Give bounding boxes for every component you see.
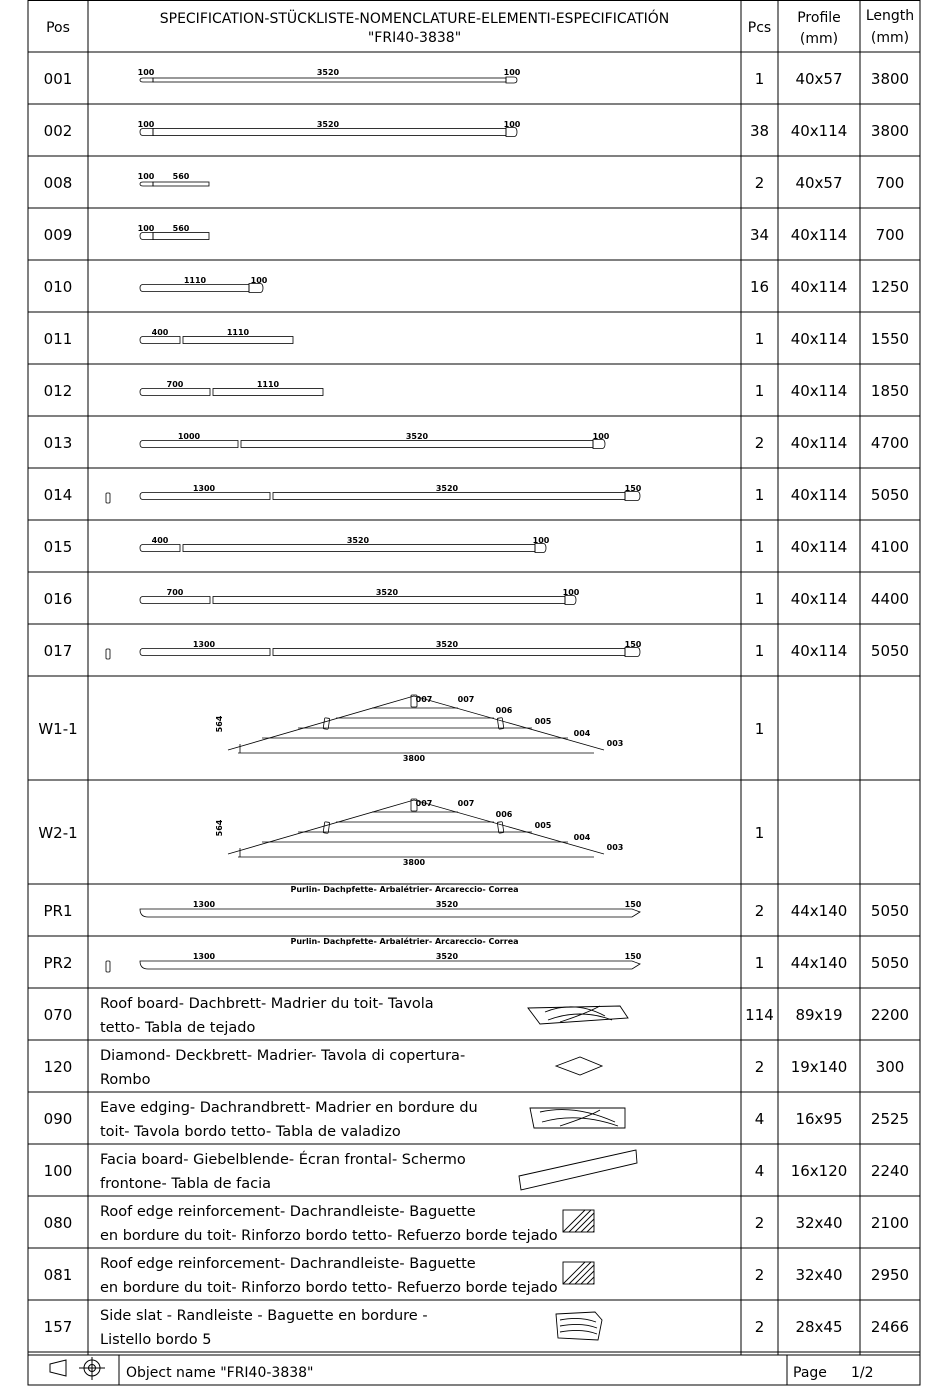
row-pcs: 2 — [754, 174, 765, 192]
row-pos: 090 — [43, 1110, 73, 1128]
row-pos: 010 — [43, 278, 73, 296]
gable-part-label: 006 — [495, 706, 513, 715]
row-profile: 89x19 — [795, 1006, 843, 1024]
table-row — [28, 276, 920, 312]
dimension-label: 700 — [166, 588, 184, 597]
row-profile: 44x140 — [790, 954, 848, 972]
row-length: 4100 — [870, 538, 910, 556]
dimension-label: 700 — [166, 380, 184, 389]
gable-part-label: 003 — [606, 739, 624, 748]
gable-height-label: 564 — [215, 819, 224, 837]
gable-part-label: 004 — [573, 833, 591, 842]
row-description-cont: Listello bordo 5 — [100, 1332, 212, 1348]
profile-section-icon — [519, 1150, 637, 1190]
row-pos: 011 — [43, 330, 73, 348]
row-description: Roof edge reinforcement- Dachrandleiste- Baguette — [100, 1256, 476, 1272]
row-length: 1850 — [870, 382, 910, 400]
row-pos: W2-1 — [38, 824, 78, 842]
row-length: 700 — [875, 226, 905, 244]
dimension-label: 3520 — [435, 484, 459, 493]
dimension-label: 100 — [137, 224, 155, 233]
row-length: 4400 — [870, 590, 910, 608]
projection-symbol-icon — [50, 1357, 105, 1380]
dimension-label: 100 — [592, 432, 610, 441]
profile-section-icon — [556, 1057, 602, 1075]
row-length: 5050 — [870, 902, 910, 920]
table-row — [28, 328, 920, 364]
table-row — [28, 172, 920, 208]
row-pcs: 1 — [754, 642, 765, 660]
row-profile: 16x95 — [795, 1110, 843, 1128]
table-row — [28, 432, 920, 468]
header-pcs: Pcs — [747, 20, 772, 36]
gable-width-label: 3800 — [402, 858, 426, 867]
part-drawing — [106, 640, 642, 659]
dimension-label: 150 — [624, 952, 642, 961]
row-pos: 080 — [43, 1214, 73, 1232]
dimension-label: 3520 — [316, 120, 340, 129]
row-profile: 40x114 — [790, 278, 848, 296]
part-drawing — [140, 276, 268, 293]
row-pcs: 1 — [754, 382, 765, 400]
table-row — [28, 588, 920, 624]
dimension-label: 100 — [503, 120, 521, 129]
row-length: 5050 — [870, 954, 910, 972]
dimension-label: 100 — [137, 172, 155, 181]
header-title: SPECIFICATION-STÜCKLISTE-NOMENCLATURE-ELEMENTI-ESPECIFICATIÓN — [159, 11, 670, 27]
row-description: Side slat - Randleiste - Baguette en bordure - — [100, 1308, 428, 1324]
row-profile: 40x114 — [790, 226, 848, 244]
dimension-label: 1300 — [192, 640, 216, 649]
dimension-label: 3520 — [435, 952, 459, 961]
row-profile: 28x45 — [795, 1318, 843, 1336]
row-description: Roof edge reinforcement- Dachrandleiste- Baguette — [100, 1204, 476, 1220]
gable-part-label: 004 — [573, 729, 591, 738]
dimension-label: 1110 — [183, 276, 207, 285]
row-profile: 40x114 — [790, 434, 848, 452]
table-row — [28, 1256, 920, 1300]
profile-section-icon — [563, 1210, 594, 1232]
row-description-cont: en bordure du toit- Rinforzo bordo tetto- Refuerzo borde tejado — [100, 1228, 558, 1244]
row-pos: 081 — [43, 1266, 73, 1284]
page-label: Page — [793, 1365, 827, 1381]
row-length: 700 — [875, 174, 905, 192]
row-length: 2525 — [870, 1110, 910, 1128]
row-pos: 100 — [43, 1162, 73, 1180]
dimension-label: 3520 — [405, 432, 429, 441]
dimension-label: 560 — [172, 172, 190, 181]
dimension-label: 1000 — [177, 432, 201, 441]
row-pos: PR2 — [43, 954, 73, 972]
row-pos: 070 — [43, 1006, 73, 1024]
row-pcs: 2 — [754, 434, 765, 452]
row-profile: 32x40 — [795, 1214, 843, 1232]
gable-part-label: 007 — [457, 695, 475, 704]
table-row — [28, 68, 920, 104]
row-description-cont: tetto- Tabla de tejado — [100, 1020, 256, 1036]
row-pcs: 1 — [754, 824, 765, 842]
row-pos: 015 — [43, 538, 73, 556]
row-description: Facia board- Giebelblende- Écran frontal- Schermo — [100, 1152, 466, 1168]
header-subtitle: "FRI40-3838" — [367, 30, 462, 46]
purlin-caption: Purlin- Dachpfette- Arbalétrier- Arcareccio- Correa — [290, 937, 519, 946]
row-pos: 008 — [43, 174, 73, 192]
row-profile: 40x57 — [795, 70, 843, 88]
row-profile: 32x40 — [795, 1266, 843, 1284]
part-drawing — [140, 536, 550, 553]
gable-part-label: 007 — [457, 799, 475, 808]
gable-part-label: 006 — [495, 810, 513, 819]
part-drawing — [138, 68, 521, 83]
part-drawing — [215, 799, 623, 867]
row-profile: 40x114 — [790, 590, 848, 608]
table-row — [28, 884, 920, 936]
row-pos: 120 — [43, 1058, 73, 1076]
page-number: 1/2 — [851, 1365, 874, 1381]
part-drawing — [140, 432, 610, 449]
footer-bar — [28, 1355, 920, 1385]
table-row — [28, 1204, 920, 1248]
part-drawing — [140, 380, 323, 396]
row-length: 1250 — [870, 278, 910, 296]
row-description-cont: frontone- Tabla de facia — [100, 1176, 271, 1192]
row-pcs: 114 — [745, 1006, 774, 1024]
dimension-label: 100 — [137, 68, 155, 77]
table-row — [28, 640, 920, 676]
table-row — [28, 1048, 920, 1092]
row-pos: 002 — [43, 122, 73, 140]
row-description-cont: toit- Tavola bordo tetto- Tabla de valadizo — [100, 1124, 401, 1140]
dimension-label: 100 — [562, 588, 580, 597]
header-pos: Pos — [46, 20, 70, 36]
purlin-caption: Purlin- Dachpfette- Arbalétrier- Arcareccio- Correa — [290, 885, 519, 894]
dimension-label: 1110 — [226, 328, 250, 337]
dimension-label: 400 — [151, 328, 169, 337]
row-description: Roof board- Dachbrett- Madrier du toit- Tavola — [100, 996, 434, 1012]
table-row — [28, 799, 920, 884]
row-pos: W1-1 — [38, 720, 78, 738]
table-row — [28, 1308, 920, 1352]
row-length: 2240 — [870, 1162, 910, 1180]
row-pcs: 2 — [754, 1058, 765, 1076]
row-pos: 001 — [43, 70, 73, 88]
profile-section-icon — [530, 1108, 625, 1128]
row-profile: 40x114 — [790, 330, 848, 348]
gable-part-label: 007 — [415, 695, 433, 704]
row-profile: 40x114 — [790, 486, 848, 504]
dimension-label: 100 — [137, 120, 155, 129]
header-profile: Profile — [797, 10, 841, 26]
row-length: 2950 — [870, 1266, 910, 1284]
row-profile: 40x114 — [790, 642, 848, 660]
object-name: Object name "FRI40-3838" — [126, 1365, 314, 1381]
row-pos: 014 — [43, 486, 73, 504]
table-row — [28, 380, 920, 416]
gable-part-label: 003 — [606, 843, 624, 852]
part-drawing — [138, 172, 209, 186]
dimension-label: 150 — [624, 900, 642, 909]
row-pcs: 1 — [754, 330, 765, 348]
row-description: Eave edging- Dachrandbrett- Madrier en bordure du — [100, 1100, 478, 1116]
row-profile: 44x140 — [790, 902, 848, 920]
row-pcs: 2 — [754, 1214, 765, 1232]
dimension-label: 3520 — [435, 640, 459, 649]
row-pcs: 1 — [754, 954, 765, 972]
part-drawing — [140, 588, 580, 605]
row-description-cont: en bordure du toit- Rinforzo bordo tetto- Refuerzo borde tejado — [100, 1280, 558, 1296]
row-description-cont: Rombo — [100, 1072, 151, 1088]
row-profile: 40x114 — [790, 538, 848, 556]
table-row — [28, 1100, 920, 1144]
gable-part-label: 007 — [415, 799, 433, 808]
dimension-label: 3520 — [435, 900, 459, 909]
header-length-unit: (mm) — [870, 30, 910, 46]
table-row — [28, 484, 920, 520]
dimension-label: 1300 — [192, 952, 216, 961]
row-pos: 157 — [43, 1318, 73, 1336]
row-pcs: 1 — [754, 486, 765, 504]
row-pcs: 34 — [749, 226, 770, 244]
profile-section-icon — [563, 1262, 594, 1284]
dimension-label: 1300 — [192, 484, 216, 493]
table-row — [28, 695, 920, 780]
dimension-label: 150 — [624, 640, 642, 649]
row-pcs: 1 — [754, 720, 765, 738]
profile-section-icon — [528, 1006, 628, 1024]
row-pcs: 1 — [754, 538, 765, 556]
row-description: Diamond- Deckbrett- Madrier- Tavola di copertura- — [100, 1048, 466, 1064]
dimension-label: 400 — [151, 536, 169, 545]
row-pcs: 4 — [754, 1162, 765, 1180]
row-length: 300 — [875, 1058, 905, 1076]
profile-section-icon — [556, 1312, 602, 1340]
row-pcs: 16 — [749, 278, 770, 296]
part-drawing — [215, 695, 623, 763]
row-pcs: 2 — [754, 1266, 765, 1284]
dimension-label: 1300 — [192, 900, 216, 909]
table-row — [28, 120, 920, 156]
row-length: 5050 — [870, 642, 910, 660]
row-pcs: 1 — [754, 590, 765, 608]
row-length: 2100 — [870, 1214, 910, 1232]
header-length: Length — [865, 8, 915, 24]
row-pcs: 2 — [754, 1318, 765, 1336]
table-row — [28, 224, 920, 260]
header-profile-unit: (mm) — [799, 31, 839, 47]
row-pos: 016 — [43, 590, 73, 608]
row-pcs: 38 — [749, 122, 770, 140]
row-length: 1550 — [870, 330, 910, 348]
row-profile: 16x120 — [790, 1162, 848, 1180]
row-pos: 017 — [43, 642, 73, 660]
row-pos: 009 — [43, 226, 73, 244]
row-profile: 40x114 — [790, 382, 848, 400]
row-profile: 19x140 — [790, 1058, 848, 1076]
row-pos: 012 — [43, 382, 73, 400]
table-header — [46, 8, 914, 47]
part-drawing — [140, 884, 642, 917]
row-length: 5050 — [870, 486, 910, 504]
dimension-label: 150 — [624, 484, 642, 493]
row-pcs: 4 — [754, 1110, 765, 1128]
row-pos: PR1 — [43, 902, 73, 920]
table-row — [28, 936, 920, 988]
dimension-label: 3520 — [375, 588, 399, 597]
dimension-label: 1110 — [256, 380, 280, 389]
row-profile: 40x114 — [790, 122, 848, 140]
row-length: 2200 — [870, 1006, 910, 1024]
table-body — [28, 68, 920, 1352]
dimension-label: 3520 — [316, 68, 340, 77]
row-length: 3800 — [870, 122, 910, 140]
dimension-label: 100 — [503, 68, 521, 77]
dimension-label: 100 — [532, 536, 550, 545]
dimension-label: 100 — [250, 276, 268, 285]
row-profile: 40x57 — [795, 174, 843, 192]
row-pcs: 1 — [754, 70, 765, 88]
part-drawing — [106, 484, 642, 503]
part-drawing — [138, 224, 209, 240]
dimension-label: 560 — [172, 224, 190, 233]
part-drawing — [106, 936, 642, 972]
gable-part-label: 005 — [534, 717, 552, 726]
table-row — [28, 1150, 920, 1196]
table-row — [28, 536, 920, 572]
gable-width-label: 3800 — [402, 754, 426, 763]
gable-part-label: 005 — [534, 821, 552, 830]
row-length: 2466 — [870, 1318, 910, 1336]
row-pos: 013 — [43, 434, 73, 452]
part-drawing — [140, 328, 293, 344]
row-length: 4700 — [870, 434, 910, 452]
row-pcs: 2 — [754, 902, 765, 920]
part-drawing — [138, 120, 521, 137]
table-row — [28, 996, 920, 1040]
gable-height-label: 564 — [215, 715, 224, 733]
dimension-label: 3520 — [346, 536, 370, 545]
row-length: 3800 — [870, 70, 910, 88]
